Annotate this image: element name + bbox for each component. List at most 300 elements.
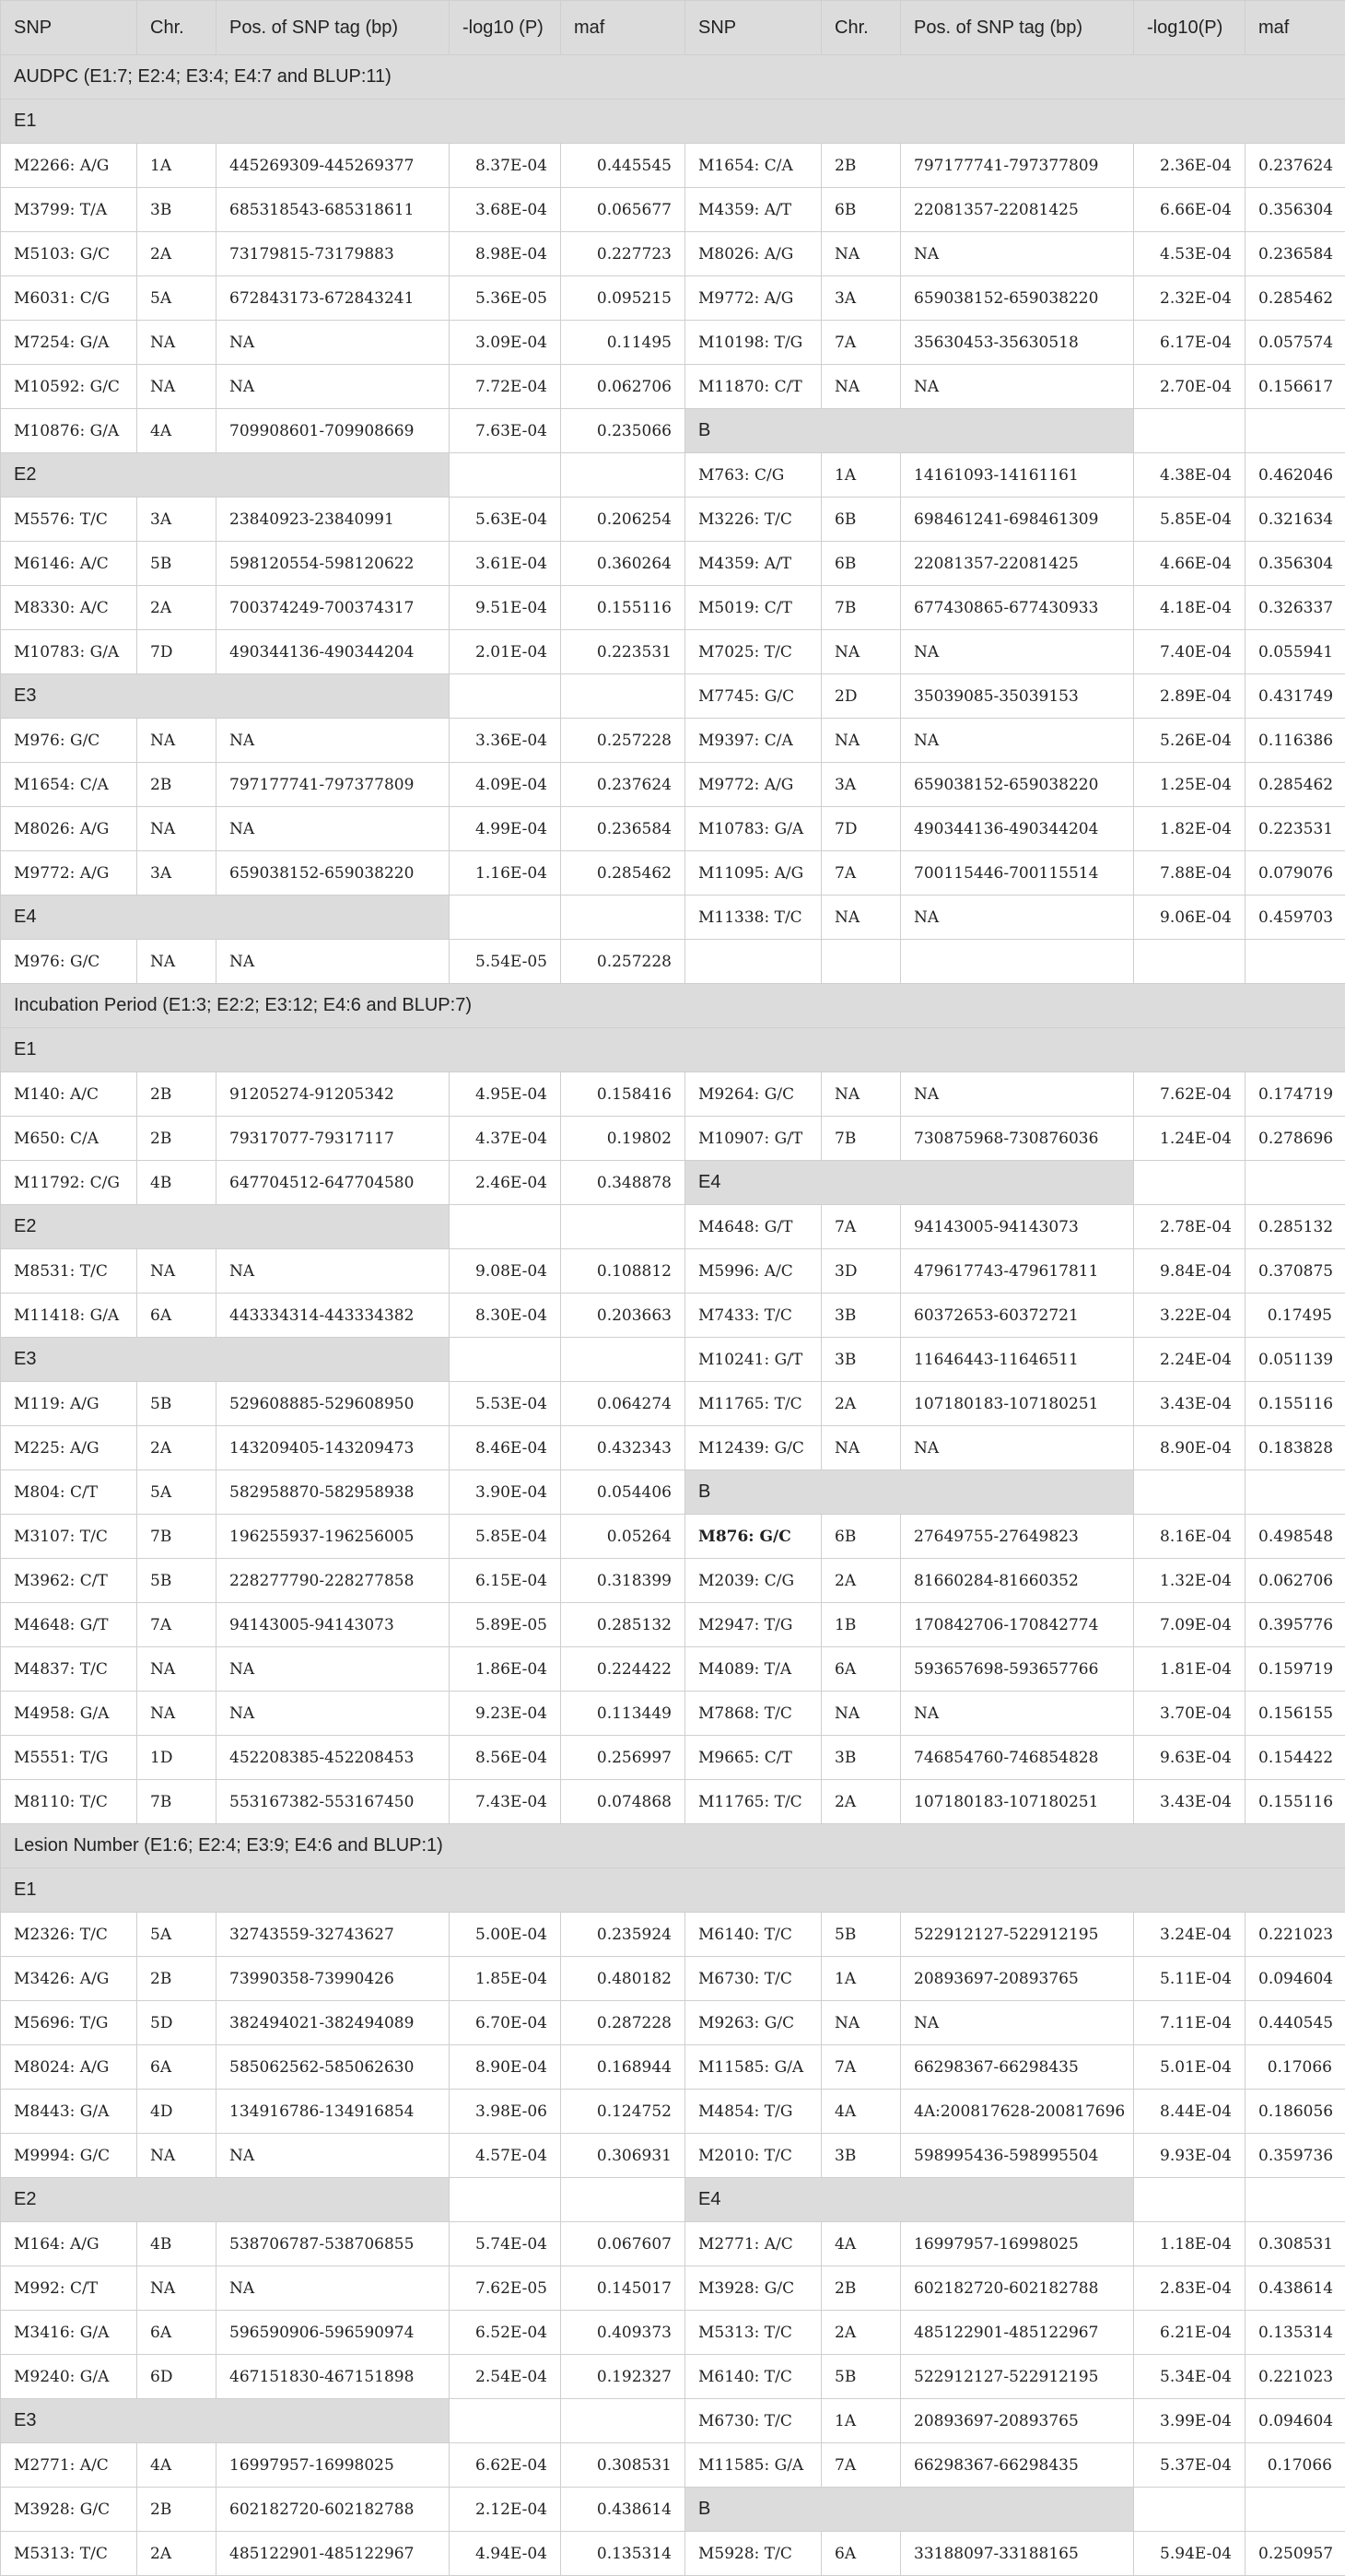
table-cell: M6730: T/C (685, 1957, 822, 2001)
table-cell: 3.09E-04 (450, 321, 561, 365)
empty-cell (1246, 2488, 1345, 2532)
table-cell: 553167382-553167450 (216, 1780, 450, 1824)
table-cell: NA (216, 719, 450, 763)
table-cell: M7433: T/C (685, 1294, 822, 1338)
table-cell: 6.70E-04 (450, 2001, 561, 2045)
table-cell: 4B (137, 1161, 216, 1205)
header-cell: Pos. of SNP tag (bp) (216, 1, 450, 55)
header-cell: Chr. (137, 1, 216, 55)
table-cell: 3.61E-04 (450, 542, 561, 586)
table-row (1, 1736, 1345, 1780)
table-cell: 7A (137, 1603, 216, 1647)
table-cell: 522912127-522912195 (901, 2355, 1134, 2399)
empty-cell (1134, 1161, 1246, 1205)
table-cell: 16997957-16998025 (216, 2443, 450, 2488)
table-row (1, 1117, 1345, 1161)
table-cell: 2.89E-04 (1134, 674, 1246, 719)
table-cell: 2A (137, 586, 216, 630)
table-cell: 2B (822, 144, 901, 188)
table-cell: 8.46E-04 (450, 1426, 561, 1470)
table-cell: M8024: A/G (1, 2045, 137, 2090)
table-cell: 4.99E-04 (450, 807, 561, 851)
subgroup-header-row (1, 1868, 1345, 1913)
table-cell: 6A (137, 1294, 216, 1338)
table-cell: 6B (822, 498, 901, 542)
table-cell: 672843173-672843241 (216, 276, 450, 321)
table-cell: 2D (822, 674, 901, 719)
table-cell: 3.43E-04 (1134, 1780, 1246, 1824)
table-cell: 35630453-35630518 (901, 321, 1134, 365)
table-cell: NA (901, 365, 1134, 409)
table-cell: M9397: C/A (685, 719, 822, 763)
subgroup-label: E4 (685, 1161, 1134, 1205)
subgroup-label: E2 (1, 2178, 450, 2222)
table-cell: 5B (822, 2355, 901, 2399)
table-cell: 170842706-170842774 (901, 1603, 1134, 1647)
table-cell: 0.237624 (1246, 144, 1345, 188)
table-cell: M4837: T/C (1, 1647, 137, 1692)
table-cell: 7A (822, 851, 901, 896)
empty-cell (561, 2178, 685, 2222)
table-cell: 4.66E-04 (1134, 542, 1246, 586)
table-cell: 22081357-22081425 (901, 188, 1134, 232)
empty-cell (1134, 2488, 1246, 2532)
table-cell: 94143005-94143073 (216, 1603, 450, 1647)
table-cell: 1.32E-04 (1134, 1559, 1246, 1603)
table-cell: 746854760-746854828 (901, 1736, 1134, 1780)
table-cell: 0.067607 (561, 2222, 685, 2266)
table-cell: 0.227723 (561, 232, 685, 276)
table-row (1, 2488, 1345, 2532)
table-cell: 9.06E-04 (1134, 896, 1246, 940)
table-cell: 7D (822, 807, 901, 851)
table-cell: M2771: A/C (1, 2443, 137, 2488)
empty-cell (450, 896, 561, 940)
empty-cell (450, 453, 561, 498)
table-cell: NA (137, 807, 216, 851)
header-cell: Pos. of SNP tag (bp) (901, 1, 1134, 55)
table-cell: 3.99E-04 (1134, 2399, 1246, 2443)
table-cell: M7025: T/C (685, 630, 822, 674)
table-cell: 3.36E-04 (450, 719, 561, 763)
table-cell: 0.186056 (1246, 2090, 1345, 2134)
table-cell: M5551: T/G (1, 1736, 137, 1780)
table-cell: 0.174719 (1246, 1072, 1345, 1117)
table-cell: 2A (822, 2311, 901, 2355)
table-cell: 7.63E-04 (450, 409, 561, 453)
table-cell: 5.34E-04 (1134, 2355, 1246, 2399)
section-title: Incubation Period (E1:3; E2:2; E3:12; E4:6 and BLUP:7) (1, 984, 1345, 1028)
table-cell: NA (901, 2001, 1134, 2045)
table-cell: 5.89E-05 (450, 1603, 561, 1647)
table-cell: 2.78E-04 (1134, 1205, 1246, 1249)
table-cell: 4.53E-04 (1134, 232, 1246, 276)
table-cell: 6A (137, 2045, 216, 2090)
table-cell: 5B (137, 542, 216, 586)
table-cell: 7D (137, 630, 216, 674)
table-cell: 20893697-20893765 (901, 2399, 1134, 2443)
table-cell: 0.285462 (1246, 763, 1345, 807)
table-cell: M6140: T/C (685, 1913, 822, 1957)
table-cell: 797177741-797377809 (901, 144, 1134, 188)
table-cell: M4089: T/A (685, 1647, 822, 1692)
empty-cell (1134, 2178, 1246, 2222)
table-cell: 1A (822, 2399, 901, 2443)
table-cell: NA (137, 1647, 216, 1692)
table-cell: M8110: T/C (1, 1780, 137, 1824)
table-cell: 6D (137, 2355, 216, 2399)
table-cell: 7.11E-04 (1134, 2001, 1246, 2045)
table-cell: 5A (137, 276, 216, 321)
table-cell: 0.256997 (561, 1736, 685, 1780)
table-cell: 0.183828 (1246, 1426, 1345, 1470)
empty-cell (561, 1338, 685, 1382)
table-cell: 0.235066 (561, 409, 685, 453)
table-cell: NA (822, 1692, 901, 1736)
header-cell: maf (561, 1, 685, 55)
table-cell: 20893697-20893765 (901, 1957, 1134, 2001)
table-cell: 490344136-490344204 (216, 630, 450, 674)
table-cell: 529608885-529608950 (216, 1382, 450, 1426)
table-cell: 0.135314 (561, 2532, 685, 2576)
table-cell: 598120554-598120622 (216, 542, 450, 586)
table-cell: 0.055941 (1246, 630, 1345, 674)
table-cell: 228277790-228277858 (216, 1559, 450, 1603)
table-cell: NA (901, 1426, 1134, 1470)
table-cell: M6146: A/C (1, 542, 137, 586)
table-cell: 5.26E-04 (1134, 719, 1246, 763)
table-cell: 4.37E-04 (450, 1117, 561, 1161)
table-cell: 382494021-382494089 (216, 2001, 450, 2045)
table-cell: M11585: G/A (685, 2045, 822, 2090)
table-cell: 0.05264 (561, 1515, 685, 1559)
table-cell: 6A (822, 1647, 901, 1692)
table-cell: 1.85E-04 (450, 1957, 561, 2001)
table-cell: 659038152-659038220 (216, 851, 450, 896)
table-cell: 134916786-134916854 (216, 2090, 450, 2134)
table-cell: 7.09E-04 (1134, 1603, 1246, 1647)
table-cell: 8.44E-04 (1134, 2090, 1246, 2134)
empty-cell (450, 2399, 561, 2443)
section-title: AUDPC (E1:7; E2:4; E3:4; E4:7 and BLUP:11) (1, 55, 1345, 100)
table-cell: 5.74E-04 (450, 2222, 561, 2266)
table-cell: M5313: T/C (1, 2532, 137, 2576)
table-cell: 0.318399 (561, 1559, 685, 1603)
table-cell: 0.11495 (561, 321, 685, 365)
table-cell: M2771: A/C (685, 2222, 822, 2266)
table-cell: M4359: A/T (685, 542, 822, 586)
table-cell: 8.90E-04 (1134, 1426, 1246, 1470)
table-cell: 7.40E-04 (1134, 630, 1246, 674)
table-cell: NA (822, 630, 901, 674)
table-cell: 7.62E-04 (1134, 1072, 1246, 1117)
table-cell: NA (216, 940, 450, 984)
table-cell: 0.236584 (561, 807, 685, 851)
empty-cell (1134, 1470, 1246, 1515)
table-cell: 3.70E-04 (1134, 1692, 1246, 1736)
table-cell: M9263: G/C (685, 2001, 822, 2045)
table-row (1, 2045, 1345, 2090)
table-cell (685, 940, 822, 984)
table-cell: M6730: T/C (685, 2399, 822, 2443)
table-cell: NA (216, 807, 450, 851)
table-cell: 3.22E-04 (1134, 1294, 1246, 1338)
table-cell: 0.236584 (1246, 232, 1345, 276)
table-cell: 3B (822, 2134, 901, 2178)
table-cell: 659038152-659038220 (901, 763, 1134, 807)
table-cell: M3416: G/A (1, 2311, 137, 2355)
table-cell: 0.065677 (561, 188, 685, 232)
subgroup-label: E2 (1, 453, 450, 498)
table-row (1, 1382, 1345, 1426)
table-cell: NA (216, 1692, 450, 1736)
table-cell: 685318543-685318611 (216, 188, 450, 232)
table-cell: 1D (137, 1736, 216, 1780)
table-row (1, 2178, 1345, 2222)
table-cell: 0.356304 (1246, 188, 1345, 232)
table-cell: NA (822, 2001, 901, 2045)
table-cell: M4648: G/T (685, 1205, 822, 1249)
table-cell: 3A (137, 498, 216, 542)
table-cell: 490344136-490344204 (901, 807, 1134, 851)
table-cell: 0.145017 (561, 2266, 685, 2311)
table-row (1, 2399, 1345, 2443)
empty-cell (1246, 1161, 1345, 1205)
empty-cell (561, 2399, 685, 2443)
table-cell: 1.18E-04 (1134, 2222, 1246, 2266)
table-cell: 7.43E-04 (450, 1780, 561, 1824)
table-cell: 22081357-22081425 (901, 542, 1134, 586)
table-cell: 3A (822, 763, 901, 807)
section-header-row (1, 984, 1345, 1028)
table-row (1, 232, 1345, 276)
table-cell: 0.257228 (561, 719, 685, 763)
table-row (1, 1957, 1345, 2001)
table-cell: 0.285462 (561, 851, 685, 896)
table-cell: 2.54E-04 (450, 2355, 561, 2399)
table-cell: 0.221023 (1246, 2355, 1345, 2399)
table-cell: 538706787-538706855 (216, 2222, 450, 2266)
table-cell: 598995436-598995504 (901, 2134, 1134, 2178)
table-cell: 1A (137, 144, 216, 188)
table-cell: M2266: A/G (1, 144, 137, 188)
table-cell: 452208385-452208453 (216, 1736, 450, 1780)
table-cell: NA (216, 365, 450, 409)
table-cell: 647704512-647704580 (216, 1161, 450, 1205)
table-cell: 0.438614 (561, 2488, 685, 2532)
table-row (1, 719, 1345, 763)
table-row (1, 2532, 1345, 2576)
table-cell: M6031: C/G (1, 276, 137, 321)
table-cell: M9772: A/G (685, 276, 822, 321)
table-cell: 5.01E-04 (1134, 2045, 1246, 2090)
table-cell: 1A (822, 1957, 901, 2001)
table-row (1, 674, 1345, 719)
table-cell: 4D (137, 2090, 216, 2134)
empty-cell (561, 896, 685, 940)
table-cell: M976: G/C (1, 719, 137, 763)
subgroup-label: B (685, 2488, 1134, 2532)
table-cell: M9665: C/T (685, 1736, 822, 1780)
table-cell: 0.074868 (561, 1780, 685, 1824)
table-cell: 5B (137, 1559, 216, 1603)
table-cell: M8026: A/G (685, 232, 822, 276)
table-cell: NA (216, 2266, 450, 2311)
table-cell: 4.94E-04 (450, 2532, 561, 2576)
table-cell: M5928: T/C (685, 2532, 822, 2576)
table-cell (1246, 940, 1345, 984)
section-title: Lesion Number (E1:6; E2:4; E3:9; E4:6 and BLUP:1) (1, 1824, 1345, 1868)
table-cell: 0.440545 (1246, 2001, 1345, 2045)
table-cell: 0.445545 (561, 144, 685, 188)
table-cell: 5.54E-05 (450, 940, 561, 984)
subgroup-label: E1 (1, 100, 1345, 144)
table-cell: NA (822, 896, 901, 940)
table-cell: 0.135314 (1246, 2311, 1345, 2355)
table-cell: 0.462046 (1246, 453, 1345, 498)
table-cell: 73990358-73990426 (216, 1957, 450, 2001)
table-row (1, 1515, 1345, 1559)
table-cell: 1B (822, 1603, 901, 1647)
table-cell: 1A (822, 453, 901, 498)
table-row (1, 2355, 1345, 2399)
table-cell: NA (137, 2134, 216, 2178)
empty-cell (1134, 409, 1246, 453)
table-cell: 16997957-16998025 (901, 2222, 1134, 2266)
table-cell: 1.81E-04 (1134, 1647, 1246, 1692)
empty-cell (1246, 1470, 1345, 1515)
table-row (1, 2001, 1345, 2045)
table-cell: NA (901, 232, 1134, 276)
table-cell: M11418: G/A (1, 1294, 137, 1338)
table-cell: 7.62E-05 (450, 2266, 561, 2311)
table-cell: 9.51E-04 (450, 586, 561, 630)
table-cell: M976: G/C (1, 940, 137, 984)
table-row (1, 1470, 1345, 1515)
table-cell: 4.38E-04 (1134, 453, 1246, 498)
table-row (1, 276, 1345, 321)
table-cell: M8330: A/C (1, 586, 137, 630)
empty-cell (561, 674, 685, 719)
table-row (1, 896, 1345, 940)
table-cell: M11765: T/C (685, 1382, 822, 1426)
table-cell: 0.257228 (561, 940, 685, 984)
table-cell: 0.192327 (561, 2355, 685, 2399)
table-cell: NA (216, 2134, 450, 2178)
table-cell: M804: C/T (1, 1470, 137, 1515)
table-cell: 0.360264 (561, 542, 685, 586)
table-cell: M2326: T/C (1, 1913, 137, 1957)
table-cell: 4B (137, 2222, 216, 2266)
table-row (1, 1426, 1345, 1470)
table-cell: 8.37E-04 (450, 144, 561, 188)
table-cell: M11338: T/C (685, 896, 822, 940)
table-cell: M3962: C/T (1, 1559, 137, 1603)
table-row (1, 365, 1345, 409)
table-cell: NA (822, 365, 901, 409)
table-cell: M3799: T/A (1, 188, 137, 232)
table-cell: M9772: A/G (685, 763, 822, 807)
table-cell: 2.36E-04 (1134, 144, 1246, 188)
subgroup-label: E3 (1, 1338, 450, 1382)
table-cell: 700115446-700115514 (901, 851, 1134, 896)
table-cell: 0.155116 (1246, 1382, 1345, 1426)
table-cell: NA (137, 2266, 216, 2311)
subgroup-label: E1 (1, 1028, 1345, 1072)
table-cell: 5.53E-04 (450, 1382, 561, 1426)
table-cell: M3107: T/C (1, 1515, 137, 1559)
table-row (1, 409, 1345, 453)
table-row (1, 1338, 1345, 1382)
table-cell: M3928: G/C (1, 2488, 137, 2532)
table-cell: 2A (137, 2532, 216, 2576)
table-cell: 0.203663 (561, 1294, 685, 1338)
table-cell: 8.98E-04 (450, 232, 561, 276)
table-cell: 107180183-107180251 (901, 1382, 1134, 1426)
table-cell: 11646443-11646511 (901, 1338, 1134, 1382)
table-cell: 0.459703 (1246, 896, 1345, 940)
table-cell: M876: G/C (685, 1515, 822, 1559)
subgroup-label: E4 (1, 896, 450, 940)
table-cell: 2.46E-04 (450, 1161, 561, 1205)
table-row (1, 188, 1345, 232)
table-cell: 0.287228 (561, 2001, 685, 2045)
table-cell: M3928: G/C (685, 2266, 822, 2311)
table-cell: 6.17E-04 (1134, 321, 1246, 365)
table-cell: 2B (137, 763, 216, 807)
table-cell: M11765: T/C (685, 1780, 822, 1824)
table-cell: 0.223531 (561, 630, 685, 674)
table-cell: 73179815-73179883 (216, 232, 450, 276)
table-cell: 7B (137, 1780, 216, 1824)
table-row (1, 1603, 1345, 1647)
table-cell: 677430865-677430933 (901, 586, 1134, 630)
table-cell: 9.84E-04 (1134, 1249, 1246, 1294)
table-cell: M12439: G/C (685, 1426, 822, 1470)
table-cell: 33188097-33188165 (901, 2532, 1134, 2576)
table-cell: 797177741-797377809 (216, 763, 450, 807)
table-cell: NA (137, 321, 216, 365)
table-cell: 23840923-23840991 (216, 498, 450, 542)
table-cell: M992: C/T (1, 2266, 137, 2311)
empty-cell (450, 2178, 561, 2222)
table-cell: 7B (822, 586, 901, 630)
table-cell: NA (822, 719, 901, 763)
table-cell: 0.306931 (561, 2134, 685, 2178)
table-cell: NA (901, 630, 1134, 674)
table-cell: 6B (822, 542, 901, 586)
table-row (1, 542, 1345, 586)
table-row (1, 1559, 1345, 1603)
table-cell: M8531: T/C (1, 1249, 137, 1294)
table-cell: 0.326337 (1246, 586, 1345, 630)
table-cell: 0.250957 (1246, 2532, 1345, 2576)
table-cell: M8026: A/G (1, 807, 137, 851)
subgroup-label: E3 (1, 674, 450, 719)
table-cell: 4.95E-04 (450, 1072, 561, 1117)
table-cell: 602182720-602182788 (901, 2266, 1134, 2311)
table-cell: 8.30E-04 (450, 1294, 561, 1338)
table-cell: 0.432343 (561, 1426, 685, 1470)
table-cell: M1654: C/A (685, 144, 822, 188)
table-cell: M5696: T/G (1, 2001, 137, 2045)
table-cell: NA (137, 1692, 216, 1736)
table-cell: 5.63E-04 (450, 498, 561, 542)
table-row (1, 586, 1345, 630)
table-cell: 0.285132 (561, 1603, 685, 1647)
table-cell: NA (137, 719, 216, 763)
table-cell: 2A (137, 1426, 216, 1470)
